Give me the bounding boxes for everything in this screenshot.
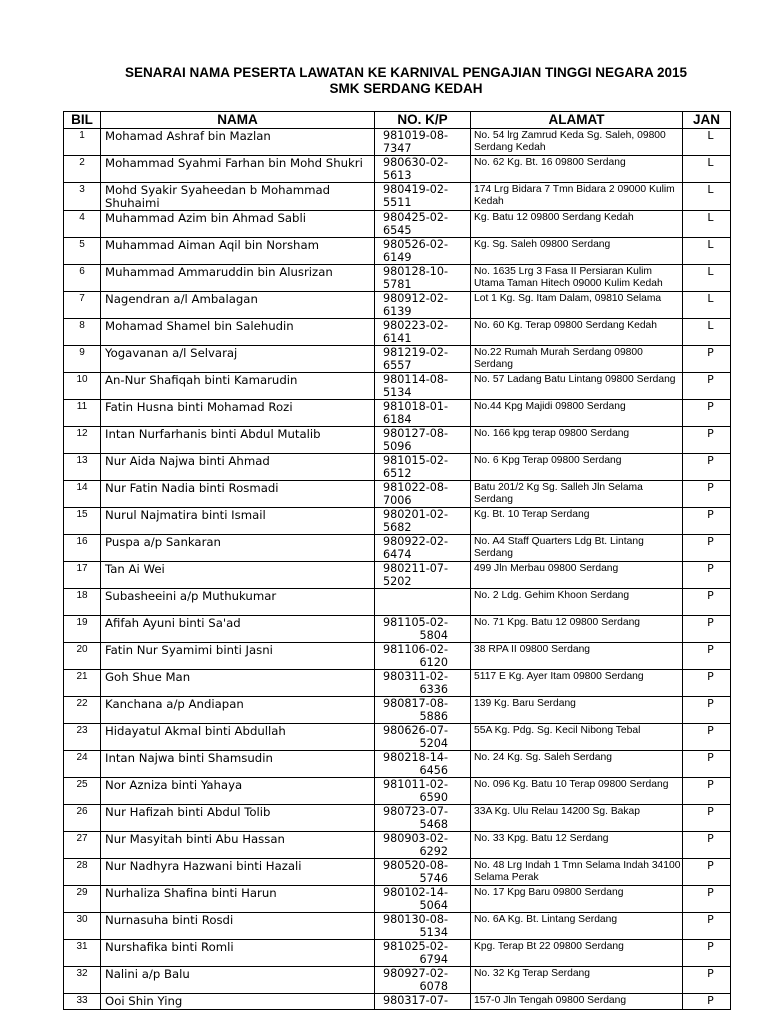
ic-number: 980317-07-: [375, 994, 471, 1010]
ic-number: [375, 589, 471, 616]
participant-name: Mohd Syakir Syaheedan b Mohammad Shuhaimi: [101, 183, 375, 211]
participant-name: Mohammad Syahmi Farhan bin Mohd Shukri: [101, 156, 375, 183]
gender: P: [683, 643, 731, 670]
row-number: 12: [64, 427, 101, 454]
address: No. 32 Kg Terap Serdang: [471, 967, 683, 994]
address: No. A4 Staff Quarters Ldg Bt. Lintang Serdang: [471, 535, 683, 562]
ic-number: 980630-02-5613: [375, 156, 471, 183]
address: No. 62 Kg. Bt. 16 09800 Serdang: [471, 156, 683, 183]
address: No. 1635 Lrg 3 Fasa II Persiaran Kulim Utama Taman Hitech 09000 Kulim Kedah: [471, 265, 683, 292]
table-row: [64, 427, 731, 454]
row-number: 14: [64, 481, 101, 508]
gender: L: [683, 211, 731, 238]
ic-number: 980127-08-5096: [375, 427, 471, 454]
gender: P: [683, 427, 731, 454]
table-row: [64, 589, 731, 616]
table-row: [64, 670, 731, 697]
row-number: 9: [64, 346, 101, 373]
participant-name: Nur Hafizah binti Abdul Tolib: [101, 805, 375, 832]
table-row: [64, 508, 731, 535]
ic-number: 980130-08-5134: [375, 913, 471, 940]
ic-number: 980927-02-6078: [375, 967, 471, 994]
row-number: 23: [64, 724, 101, 751]
table-row: [64, 832, 731, 859]
participant-name: Nurnasuha binti Rosdi: [101, 913, 375, 940]
header-jan: JAN: [683, 112, 731, 129]
address: No. 096 Kg. Batu 10 Terap 09800 Serdang: [471, 778, 683, 805]
address: Kpg. Terap Bt 22 09800 Serdang: [471, 940, 683, 967]
table-row: [64, 156, 731, 183]
participant-name: Goh Shue Man: [101, 670, 375, 697]
row-number: 10: [64, 373, 101, 400]
gender: L: [683, 238, 731, 265]
gender: L: [683, 265, 731, 292]
table-row: [64, 751, 731, 778]
ic-number: 981106-02-6120: [375, 643, 471, 670]
participant-name: Muhammad Ammaruddin bin Alusrizan: [101, 265, 375, 292]
gender: L: [683, 156, 731, 183]
row-number: 3: [64, 183, 101, 211]
address: No. 33 Kpg. Batu 12 Serdang: [471, 832, 683, 859]
gender: P: [683, 373, 731, 400]
gender: P: [683, 940, 731, 967]
row-number: 8: [64, 319, 101, 346]
row-number: 20: [64, 643, 101, 670]
gender: P: [683, 751, 731, 778]
table-row: [64, 724, 731, 751]
address: No. 17 Kpg Baru 09800 Serdang: [471, 886, 683, 913]
row-number: 18: [64, 589, 101, 616]
table-row: [64, 129, 731, 156]
participant-name: Nur Fatin Nadia binti Rosmadi: [101, 481, 375, 508]
ic-number: 980526-02-6149: [375, 238, 471, 265]
ic-number: 980114-08-5134: [375, 373, 471, 400]
table-row: [64, 616, 731, 643]
row-number: 26: [64, 805, 101, 832]
table-row: [64, 292, 731, 319]
row-number: 25: [64, 778, 101, 805]
table-row: [64, 562, 731, 589]
ic-number: 980922-02-6474: [375, 535, 471, 562]
address: 33A Kg. Ulu Relau 14200 Sg. Bakap: [471, 805, 683, 832]
address: Batu 201/2 Kg Sg. Salleh Jln Selama Serdang: [471, 481, 683, 508]
table-row: [64, 886, 731, 913]
row-number: 28: [64, 859, 101, 886]
table-row: [64, 940, 731, 967]
ic-number: 981105-02-5804: [375, 616, 471, 643]
participant-name: Fatin Nur Syamimi binti Jasni: [101, 643, 375, 670]
gender: L: [683, 183, 731, 211]
row-number: 27: [64, 832, 101, 859]
participant-name: Kanchana a/p Andiapan: [101, 697, 375, 724]
address: No. 54 lrg Zamrud Keda Sg. Saleh, 09800 Serdang Kedah: [471, 129, 683, 156]
table-row: [64, 373, 731, 400]
participant-name: Puspa a/p Sankaran: [101, 535, 375, 562]
header-alamat: ALAMAT: [471, 112, 683, 129]
table-row: [64, 346, 731, 373]
row-number: 24: [64, 751, 101, 778]
ic-number: 980817-08-5886: [375, 697, 471, 724]
gender: L: [683, 319, 731, 346]
participant-name: Tan Ai Wei: [101, 562, 375, 589]
participant-name: Nur Aida Najwa binti Ahmad: [101, 454, 375, 481]
gender: P: [683, 967, 731, 994]
gender: P: [683, 886, 731, 913]
gender: P: [683, 562, 731, 589]
row-number: 13: [64, 454, 101, 481]
gender: P: [683, 400, 731, 427]
participant-name: Nurshafika binti Romli: [101, 940, 375, 967]
table-row: [64, 481, 731, 508]
row-number: 31: [64, 940, 101, 967]
ic-number: 980419-02-5511: [375, 183, 471, 211]
participant-name: Nurul Najmatira binti Ismail: [101, 508, 375, 535]
gender: P: [683, 913, 731, 940]
table-row: [64, 211, 731, 238]
participant-name: Nalini a/p Balu: [101, 967, 375, 994]
ic-number: 981018-01-6184: [375, 400, 471, 427]
gender: P: [683, 481, 731, 508]
row-number: 1: [64, 129, 101, 156]
gender: P: [683, 589, 731, 616]
row-number: 17: [64, 562, 101, 589]
address: No. 24 Kg. Sg. Saleh Serdang: [471, 751, 683, 778]
participant-name: Yogavanan a/l Selvaraj: [101, 346, 375, 373]
table-row: [64, 643, 731, 670]
ic-number: 980128-10-5781: [375, 265, 471, 292]
participant-name: Muhammad Aiman Aqil bin Norsham: [101, 238, 375, 265]
gender: P: [683, 724, 731, 751]
gender: L: [683, 129, 731, 156]
participant-name: Muhammad Azim bin Ahmad Sabli: [101, 211, 375, 238]
school-name: SMK SERDANG KEDAH: [329, 81, 483, 96]
row-number: 5: [64, 238, 101, 265]
address: No.44 Kpg Majidi 09800 Serdang: [471, 400, 683, 427]
participant-name: Ooi Shin Ying: [101, 994, 375, 1010]
table-row: [64, 454, 731, 481]
address: No. 60 Kg. Terap 09800 Serdang Kedah: [471, 319, 683, 346]
address: No. 166 kpg terap 09800 Serdang: [471, 427, 683, 454]
ic-number: 980102-14-5064: [375, 886, 471, 913]
table-row: [64, 535, 731, 562]
ic-number: 980201-02-5682: [375, 508, 471, 535]
gender: P: [683, 859, 731, 886]
participant-name: Mohamad Ashraf bin Mazlan: [101, 129, 375, 156]
gender: P: [683, 454, 731, 481]
ic-number: 980425-02-6545: [375, 211, 471, 238]
ic-number: 981015-02-6512: [375, 454, 471, 481]
gender: P: [683, 508, 731, 535]
table-header-row: [64, 112, 731, 129]
participant-name: Nurhaliza Shafina binti Harun: [101, 886, 375, 913]
address: No. 6 Kpg Terap 09800 Serdang: [471, 454, 683, 481]
row-number: 16: [64, 535, 101, 562]
ic-number: 980520-08-5746: [375, 859, 471, 886]
address: 157-0 Jln Tengah 09800 Serdang: [471, 994, 683, 1010]
row-number: 21: [64, 670, 101, 697]
ic-number: 981025-02-6794: [375, 940, 471, 967]
ic-number: 980903-02-6292: [375, 832, 471, 859]
row-number: 22: [64, 697, 101, 724]
gender: P: [683, 778, 731, 805]
gender: P: [683, 697, 731, 724]
address: No. 6A Kg. Bt. Lintang Serdang: [471, 913, 683, 940]
row-number: 15: [64, 508, 101, 535]
table-row: [64, 994, 731, 1010]
participant-name: Intan Najwa binti Shamsudin: [101, 751, 375, 778]
gender: P: [683, 346, 731, 373]
address: No. 2 Ldg. Gehim Khoon Serdang: [471, 589, 683, 616]
participant-name: Hidayatul Akmal binti Abdullah: [101, 724, 375, 751]
ic-number: 980912-02-6139: [375, 292, 471, 319]
gender: P: [683, 670, 731, 697]
ic-number: 980223-02-6141: [375, 319, 471, 346]
table-row: [64, 805, 731, 832]
participant-name: Mohamad Shamel bin Salehudin: [101, 319, 375, 346]
participant-table: [63, 111, 731, 1010]
participant-name: Nur Masyitah binti Abu Hassan: [101, 832, 375, 859]
ic-number: 980723-07-5468: [375, 805, 471, 832]
address: 499 Jln Merbau 09800 Serdang: [471, 562, 683, 589]
address: Kg. Sg. Saleh 09800 Serdang: [471, 238, 683, 265]
address: Lot 1 Kg. Sg. Itam Dalam, 09810 Selama: [471, 292, 683, 319]
row-number: 11: [64, 400, 101, 427]
ic-number: 981022-08-7006: [375, 481, 471, 508]
row-number: 33: [64, 994, 101, 1010]
participant-name: An-Nur Shafiqah binti Kamarudin: [101, 373, 375, 400]
address: 174 Lrg Bidara 7 Tmn Bidara 2 09000 Kulim Kedah: [471, 183, 683, 211]
table-row: [64, 238, 731, 265]
address: 5117 E Kg. Ayer Itam 09800 Serdang: [471, 670, 683, 697]
ic-number: 980311-02-6336: [375, 670, 471, 697]
address: No. 57 Ladang Batu Lintang 09800 Serdang: [471, 373, 683, 400]
address: 55A Kg. Pdg. Sg. Kecil Nibong Tebal: [471, 724, 683, 751]
gender: P: [683, 805, 731, 832]
address: Kg. Bt. 10 Terap Serdang: [471, 508, 683, 535]
participant-name: Subasheeini a/p Muthukumar: [101, 589, 375, 616]
table-row: [64, 697, 731, 724]
ic-number: 980211-07-5202: [375, 562, 471, 589]
document-title: SENARAI NAMA PESERTA LAWATAN KE KARNIVAL PENGAJIAN TINGGI NEGARA 2015: [124, 65, 688, 80]
address: No.22 Rumah Murah Serdang 09800 Serdang: [471, 346, 683, 373]
address: Kg. Batu 12 09800 Serdang Kedah: [471, 211, 683, 238]
row-number: 29: [64, 886, 101, 913]
table-row: [64, 778, 731, 805]
ic-number: 981011-02-6590: [375, 778, 471, 805]
gender: L: [683, 292, 731, 319]
table-row: [64, 967, 731, 994]
gender: P: [683, 994, 731, 1010]
table-row: [64, 265, 731, 292]
participant-name: Fatin Husna binti Mohamad Rozi: [101, 400, 375, 427]
address: No. 71 Kpg. Batu 12 09800 Serdang: [471, 616, 683, 643]
header-nama: NAMA: [101, 112, 375, 129]
row-number: 6: [64, 265, 101, 292]
table-row: [64, 400, 731, 427]
row-number: 32: [64, 967, 101, 994]
participant-name: Nor Azniza binti Yahaya: [101, 778, 375, 805]
gender: P: [683, 616, 731, 643]
participant-name: Nur Nadhyra Hazwani binti Hazali: [101, 859, 375, 886]
table-row: [64, 859, 731, 886]
address: 38 RPA II 09800 Serdang: [471, 643, 683, 670]
participant-name: Nagendran a/l Ambalagan: [101, 292, 375, 319]
table-body: [64, 129, 731, 1010]
row-number: 30: [64, 913, 101, 940]
address: No. 48 Lrg Indah 1 Tmn Selama Indah 34100 Selama Perak: [471, 859, 683, 886]
address: 139 Kg. Baru Serdang: [471, 697, 683, 724]
table-row: [64, 913, 731, 940]
ic-number: 980218-14-6456: [375, 751, 471, 778]
row-number: 4: [64, 211, 101, 238]
gender: P: [683, 832, 731, 859]
header-bil: BIL: [64, 112, 101, 129]
ic-number: 981019-08-7347: [375, 129, 471, 156]
ic-number: 980626-07-5204: [375, 724, 471, 751]
gender: P: [683, 535, 731, 562]
table-row: [64, 319, 731, 346]
row-number: 19: [64, 616, 101, 643]
ic-number: 981219-02-6557: [375, 346, 471, 373]
participant-name: Afifah Ayuni binti Sa'ad: [101, 616, 375, 643]
row-number: 7: [64, 292, 101, 319]
row-number: 2: [64, 156, 101, 183]
table-row: [64, 183, 731, 211]
participant-name: Intan Nurfarhanis binti Abdul Mutalib: [101, 427, 375, 454]
header-kp: NO. K/P: [375, 112, 471, 129]
